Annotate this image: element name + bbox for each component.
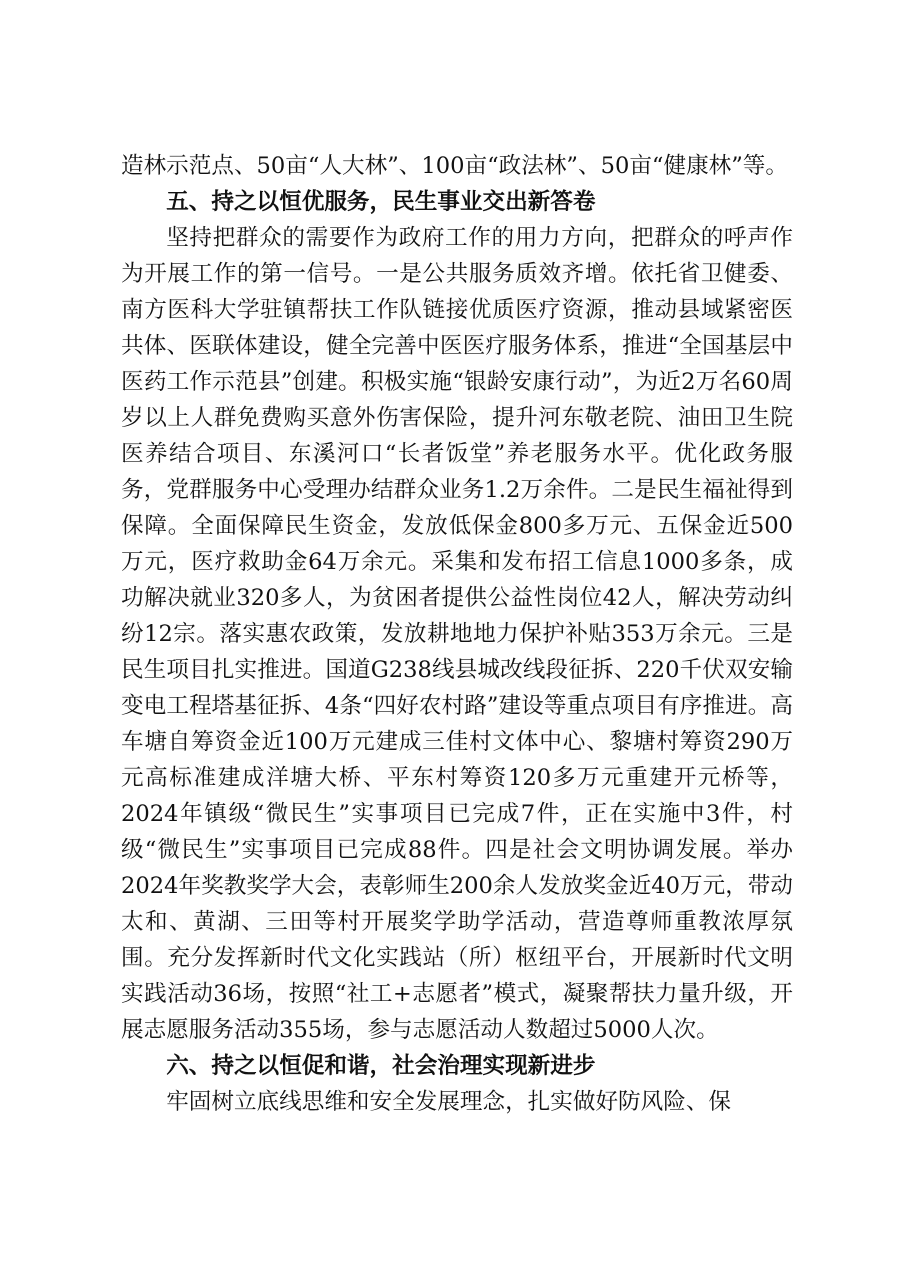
section-six-paragraph: 牢固树立底线思维和安全发展理念，扎实做好防风险、保 — [166, 1089, 732, 1115]
section-six-heading: 六、持之以恒促和谐，社会治理实现新进步 — [166, 1053, 596, 1079]
document-body — [121, 148, 793, 1120]
section-five-heading: 五、持之以恒优服务，民生事业交出新答卷 — [166, 189, 596, 215]
section-five-paragraph: 坚持把群众的需要作为政府工作的用力方向，把群众的呼声作为开展工作的第一信号。一是公共服务质效齐增。依托省卫健委、南方医科大学驻镇帮扶工作队链接优质医疗资源，推动县域紧密医共体、医联体建设，健全完善中医医疗服务体系，推进“全国基层中医药工作示范县”创建。积极实施“银龄安康行动”，为近2万名60周岁以上人群免费购买意外伤害保险，提升河东敬老院、油田卫生院医养结合项目、东溪河口“长者饭堂”养老服务水平。优化政务服务，党群服务中心受理办结群众业务1.2万余件。二是民生福祉得到保障。全面保障民生资金，发放低保金800多万元、五保金近500万元，医疗救助金64万余元。采集和发布招工信息1000多条，成功解决就业320多人，为贫困者提供公益性岗位42人，解决劳动纠纷12宗。落实惠农政策，发放耕地地力保护补贴353万余元。三是民生项目扎实推进。国道G238线县城改线段征拆、220千伏双安输变电工程塔基征拆、4条“四好农村路”建设等重点项目有序推进。高车塘自筹资金近100万元建成三佳村文体中心、黎塘村筹资290万元高标准建成洋塘大桥、平东村筹资120多万元重建开元桥等，2024年镇级“微民生”实事项目已完成7件，正在实施中3件，村级“微民生”实事项目已完成88件。四是社会文明协调发展。举办2024年奖教奖学大会，表彰师生200余人发放奖金近40万元，带动太和、黄湖、三田等村开展奖学助学活动，营造尊师重教浓厚氛围。充分发挥新时代文化实践站（所）枢纽平台，开展新时代文明实践活动36场，按照“社工+志愿者”模式，凝聚帮扶力量升级，开展志愿服务活动355场，参与志愿活动人数超过5000人次。 — [121, 225, 793, 1043]
continuation-paragraph: 造林示范点、50亩“人大林”、100亩“政法林”、50亩“健康林”等。 — [121, 153, 788, 179]
